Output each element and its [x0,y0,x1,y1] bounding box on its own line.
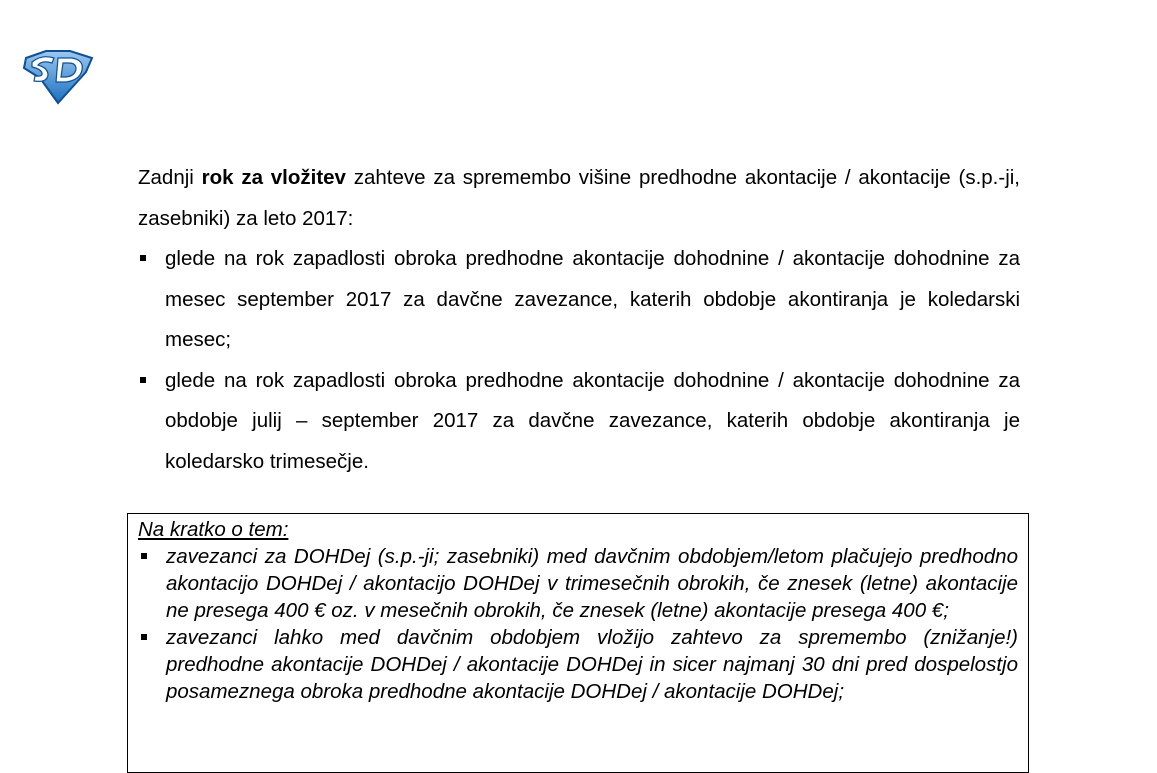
sd-shield-logo-icon [20,48,96,106]
list-item: glede na rok zapadlosti obroka predhodne akontacije dohodnine / akontacije dohodnine za mesec september 2017 za davčne zavezance, katerih obdobje akontiranja je koledarski mesec; [138,239,1020,361]
main-text [138,158,1020,482]
intro-text-end: zahteve za spremembo višine predhodne akontacije / akontacije (s.p.-ji, zasebniki) za leto 2017: [138,166,1020,230]
intro-paragraph [138,158,1020,239]
list-item: zavezanci lahko med davčnim obdobjem vložijo zahtevo za spremembo (znižanje!) predhodne akontacije DOHDej / akontacije DOHDej in sicer najmanj 30 dni pred dospelostjo posameznega obroka predhodne akontacije DOHDej / akontacije DOHDej; [138,624,1018,705]
intro-bold-text: rok za vložitev [201,166,346,189]
list-item: glede na rok zapadlosti obroka predhodne akontacije dohodnine / akontacije dohodnine za obdobje julij – september 2017 za davčne zavezance, katerih obdobje akontiranja je koledarsko trimesečje. [138,361,1020,483]
summary-heading: Na kratko o tem: [138,518,289,541]
list-item: zavezanci za DOHDej (s.p.-ji; zasebniki) med davčnim obdobjem/letom plačujejo predhodno akontacijo DOHDej / akontacijo DOHDej v trimesečnih obrokih, če znesek (letne) akontacije ne presega 400 € oz. v mesečnih obrokih, če znesek (letne) akontacije presega 400 €; [138,543,1018,624]
intro-text-start: Zadnji [138,166,202,189]
summary-list [138,543,1018,705]
summary-box [127,513,1029,773]
company-logo [20,48,96,106]
deadline-list [138,239,1020,482]
